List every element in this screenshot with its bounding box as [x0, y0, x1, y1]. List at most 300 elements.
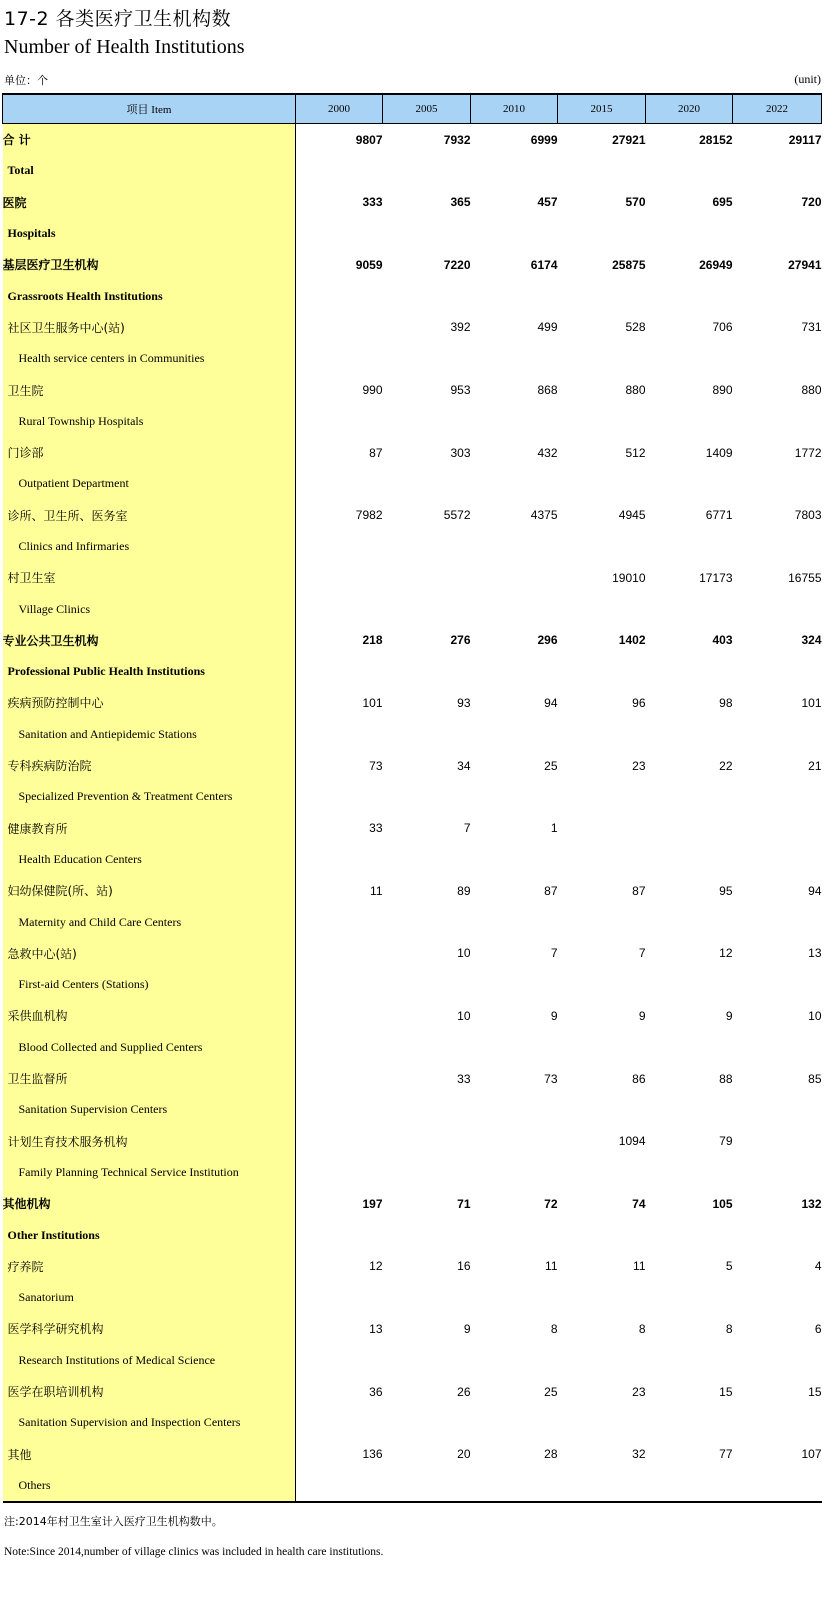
empty-cell — [296, 1345, 383, 1376]
empty-cell — [296, 781, 383, 812]
row-label-cell — [3, 500, 296, 531]
empty-cell — [733, 280, 822, 311]
empty-cell — [296, 1094, 383, 1125]
row-label-chinese: 疗养院 — [7, 1259, 44, 1274]
row-label-cell — [3, 906, 296, 937]
value-cell: 197 — [362, 1196, 383, 1211]
empty-cell — [383, 719, 471, 750]
table-row — [3, 1313, 822, 1344]
value-cell: 7932 — [443, 132, 471, 147]
value-cell: 570 — [625, 195, 646, 210]
empty-cell — [733, 406, 822, 437]
empty-cell — [558, 719, 646, 750]
value-cell: 324 — [801, 633, 822, 648]
value-cell: 706 — [712, 320, 733, 335]
value-cell: 79 — [719, 1134, 733, 1149]
empty-cell — [646, 1282, 733, 1313]
value-cell: 94 — [544, 695, 558, 710]
empty-cell — [296, 468, 383, 499]
value-cell: 218 — [362, 633, 383, 648]
empty-cell — [383, 468, 471, 499]
empty-cell — [733, 218, 822, 249]
table-row-english — [3, 468, 822, 499]
row-label-english: Family Planning Technical Service Institution — [18, 1164, 239, 1179]
table-row — [3, 374, 822, 405]
table-row — [3, 938, 822, 969]
table-row-english — [3, 656, 822, 687]
table-row — [3, 562, 822, 593]
empty-cell — [383, 969, 471, 1000]
empty-cell — [646, 1157, 733, 1188]
empty-cell — [296, 343, 383, 374]
row-label-cell — [3, 1251, 296, 1282]
table-row-english — [3, 1407, 822, 1438]
value-cell — [296, 312, 383, 343]
row-label-cell — [3, 687, 296, 718]
empty-cell — [296, 593, 383, 624]
value-cell — [733, 1126, 822, 1157]
value-cell: 392 — [450, 320, 471, 335]
empty-cell — [383, 343, 471, 374]
empty-cell — [646, 468, 733, 499]
row-label-chinese: 医院 — [2, 195, 27, 210]
value-cell: 94 — [808, 883, 822, 898]
row-label-cell — [3, 625, 296, 656]
value-cell: 9 — [550, 1008, 558, 1023]
row-label-chinese: 门诊部 — [7, 446, 44, 461]
row-label-chinese: 诊所、卫生所、医务室 — [7, 508, 128, 523]
value-cell — [296, 938, 383, 969]
value-cell — [296, 562, 383, 593]
row-label-english: Sanitation Supervision and Inspection Centers — [18, 1415, 241, 1430]
table-row-english — [3, 593, 822, 624]
table-row — [3, 1376, 822, 1407]
empty-cell — [383, 1157, 471, 1188]
value-cell: 26 — [457, 1384, 471, 1399]
value-cell: 5572 — [443, 508, 471, 523]
empty-cell — [646, 656, 733, 687]
empty-cell — [383, 280, 471, 311]
row-label-cell — [3, 1282, 296, 1313]
header-year: 2015 — [558, 94, 646, 124]
row-label-english: Professional Public Health Institutions — [7, 664, 205, 679]
header-year: 2005 — [383, 94, 471, 124]
header-item: 项目 Item — [3, 94, 296, 124]
empty-cell — [733, 844, 822, 875]
row-label-cell — [3, 1157, 296, 1188]
value-cell: 17173 — [699, 570, 733, 585]
value-cell: 11 — [370, 883, 383, 898]
empty-cell — [383, 781, 471, 812]
empty-cell — [471, 406, 558, 437]
row-label-cell — [3, 562, 296, 593]
table-row-english — [3, 406, 822, 437]
value-cell: 1 — [550, 821, 558, 836]
table-row — [3, 437, 822, 468]
empty-cell — [471, 468, 558, 499]
value-cell: 990 — [362, 383, 383, 398]
empty-cell — [383, 218, 471, 249]
value-cell: 89 — [457, 883, 471, 898]
row-label-cell — [3, 813, 296, 844]
table-row — [3, 1000, 822, 1031]
table-row — [3, 813, 822, 844]
value-cell: 25 — [544, 758, 558, 773]
value-cell: 15 — [808, 1384, 822, 1399]
row-label-english: Other Institutions — [7, 1227, 100, 1242]
value-cell — [733, 813, 822, 844]
header-year: 2000 — [296, 94, 383, 124]
empty-cell — [471, 531, 558, 562]
value-cell: 1772 — [794, 445, 822, 460]
unit-label-english: (unit) — [794, 72, 821, 86]
empty-cell — [646, 218, 733, 249]
value-cell: 333 — [362, 195, 383, 210]
empty-cell — [558, 969, 646, 1000]
empty-cell — [383, 406, 471, 437]
empty-cell — [558, 1282, 646, 1313]
row-label-cell — [3, 656, 296, 687]
empty-cell — [733, 1282, 822, 1313]
value-cell: 8 — [638, 1321, 646, 1336]
empty-cell — [646, 155, 733, 186]
empty-cell — [558, 1032, 646, 1063]
header-year: 2020 — [646, 94, 733, 124]
table-row-english — [3, 1157, 822, 1188]
empty-cell — [733, 781, 822, 812]
row-label-cell — [3, 437, 296, 468]
value-cell: 403 — [712, 633, 733, 648]
row-label-chinese: 基层医疗卫生机构 — [2, 258, 99, 273]
value-cell: 86 — [632, 1071, 646, 1086]
row-label-chinese: 疾病预防控制中心 — [7, 696, 104, 711]
empty-cell — [733, 1032, 822, 1063]
value-cell: 73 — [544, 1071, 558, 1086]
empty-cell — [646, 844, 733, 875]
row-label-chinese: 专科疾病防治院 — [7, 759, 92, 774]
row-label-cell — [3, 938, 296, 969]
value-cell: 7 — [638, 946, 646, 961]
empty-cell — [646, 531, 733, 562]
footnote-english: Note:Since 2014,number of village clinics was included in health care institutions. — [4, 1546, 384, 1558]
row-label-english: Village Clinics — [18, 601, 91, 616]
value-cell: 880 — [801, 383, 822, 398]
empty-cell — [558, 531, 646, 562]
table-row — [3, 1188, 822, 1219]
empty-cell — [558, 1470, 646, 1502]
empty-cell — [733, 969, 822, 1000]
table-row-english — [3, 1470, 822, 1502]
table-row-english — [3, 218, 822, 249]
value-cell: 32 — [632, 1447, 646, 1462]
empty-cell — [646, 1470, 733, 1502]
empty-cell — [296, 218, 383, 249]
row-label-cell — [3, 1126, 296, 1157]
table-row — [3, 687, 822, 718]
empty-cell — [558, 906, 646, 937]
empty-cell — [646, 1219, 733, 1250]
empty-cell — [296, 1282, 383, 1313]
row-label-english: Sanitation Supervision Centers — [18, 1102, 168, 1117]
empty-cell — [471, 1345, 558, 1376]
page-title-english: Number of Health Institutions — [4, 36, 245, 58]
row-label-cell — [3, 312, 296, 343]
value-cell: 7982 — [355, 508, 383, 523]
empty-cell — [733, 906, 822, 937]
empty-cell — [733, 1407, 822, 1438]
value-cell: 71 — [457, 1196, 471, 1211]
row-label-cell — [3, 124, 296, 156]
value-cell: 365 — [450, 195, 471, 210]
empty-cell — [646, 280, 733, 311]
value-cell: 9 — [638, 1008, 646, 1023]
empty-cell — [471, 844, 558, 875]
empty-cell — [296, 969, 383, 1000]
row-label-chinese: 合 计 — [2, 133, 31, 148]
row-label-chinese: 卫生院 — [7, 383, 44, 398]
empty-cell — [296, 155, 383, 186]
row-label-english: Clinics and Infirmaries — [18, 539, 130, 553]
row-label-cell — [3, 1094, 296, 1125]
table-row — [3, 1251, 822, 1282]
table-row-english — [3, 343, 822, 374]
row-label-cell — [3, 187, 296, 218]
value-cell: 15 — [719, 1384, 733, 1399]
empty-cell — [471, 1282, 558, 1313]
row-label-cell — [3, 1188, 296, 1219]
value-cell: 13 — [808, 946, 822, 961]
value-cell: 1094 — [618, 1134, 646, 1149]
empty-cell — [646, 781, 733, 812]
empty-cell — [471, 280, 558, 311]
table-row — [3, 625, 822, 656]
value-cell: 7803 — [794, 508, 822, 523]
empty-cell — [471, 343, 558, 374]
empty-cell — [733, 531, 822, 562]
empty-cell — [733, 1345, 822, 1376]
row-label-cell — [3, 1032, 296, 1063]
health-institutions-table — [2, 93, 822, 1503]
value-cell: 28152 — [699, 132, 733, 147]
row-label-chinese: 村卫生室 — [7, 571, 56, 586]
empty-cell — [471, 1157, 558, 1188]
row-label-cell — [3, 1063, 296, 1094]
empty-cell — [558, 1094, 646, 1125]
value-cell: 33 — [369, 821, 383, 836]
empty-cell — [733, 155, 822, 186]
empty-cell — [646, 406, 733, 437]
value-cell — [471, 1126, 558, 1157]
row-label-english: Total — [7, 163, 34, 178]
row-label-english: Rural Township Hospitals — [18, 413, 144, 428]
empty-cell — [471, 969, 558, 1000]
empty-cell — [471, 1407, 558, 1438]
value-cell: 695 — [712, 195, 733, 210]
value-cell — [383, 562, 471, 593]
header-year: 2010 — [471, 94, 558, 124]
row-label-english: Research Institutions of Medical Science — [18, 1352, 216, 1367]
value-cell: 34 — [457, 758, 471, 773]
row-label-english: First-aid Centers (Stations) — [18, 977, 149, 992]
table-row — [3, 1126, 822, 1157]
value-cell: 296 — [537, 633, 558, 648]
row-label-cell — [3, 406, 296, 437]
value-cell: 8 — [725, 1321, 733, 1336]
empty-cell — [733, 1157, 822, 1188]
row-label-english: Sanatorium — [18, 1290, 74, 1305]
empty-cell — [296, 531, 383, 562]
empty-cell — [471, 656, 558, 687]
row-label-english: Health Education Centers — [18, 851, 142, 866]
value-cell: 25 — [544, 1384, 558, 1399]
value-cell — [296, 1000, 383, 1031]
row-label-cell — [3, 750, 296, 781]
value-cell — [296, 1063, 383, 1094]
empty-cell — [733, 719, 822, 750]
empty-cell — [383, 1470, 471, 1502]
table-row-english — [3, 781, 822, 812]
value-cell: 77 — [719, 1447, 733, 1462]
value-cell: 72 — [544, 1196, 558, 1211]
row-label-cell — [3, 280, 296, 311]
value-cell: 953 — [450, 383, 471, 398]
row-label-english: Sanitation and Antiepidemic Stations — [18, 726, 197, 741]
page-title-chinese: 17-2 各类医疗卫生机构数 — [4, 8, 232, 30]
value-cell: 457 — [537, 195, 558, 210]
value-cell: 20 — [457, 1447, 471, 1462]
value-cell: 101 — [362, 695, 383, 710]
empty-cell — [383, 1345, 471, 1376]
value-cell: 1409 — [705, 445, 733, 460]
row-label-english: Health service centers in Communities — [18, 351, 205, 366]
empty-cell — [296, 844, 383, 875]
empty-cell — [296, 1219, 383, 1250]
row-label-chinese: 其他机构 — [2, 1197, 51, 1212]
table-row-english — [3, 1032, 822, 1063]
footnote-chinese: 注:2014年村卫生室计入医疗卫生机构数中。 — [4, 1515, 223, 1528]
value-cell: 6771 — [705, 508, 733, 523]
value-cell: 6 — [814, 1321, 822, 1336]
value-cell: 890 — [712, 383, 733, 398]
value-cell: 16 — [457, 1259, 471, 1274]
row-label-chinese: 医学科学研究机构 — [7, 1322, 104, 1337]
value-cell — [471, 562, 558, 593]
empty-cell — [383, 531, 471, 562]
value-cell: 25875 — [612, 257, 646, 272]
empty-cell — [383, 1282, 471, 1313]
empty-cell — [733, 343, 822, 374]
row-label-english: Others — [18, 1477, 51, 1492]
value-cell: 29117 — [788, 132, 822, 147]
empty-cell — [471, 1219, 558, 1250]
value-cell: 10 — [457, 946, 471, 961]
table-row — [3, 187, 822, 218]
table-row-english — [3, 280, 822, 311]
value-cell: 98 — [719, 695, 733, 710]
row-label-cell — [3, 719, 296, 750]
empty-cell — [558, 1345, 646, 1376]
value-cell: 96 — [632, 695, 646, 710]
empty-cell — [296, 906, 383, 937]
value-cell: 303 — [450, 445, 471, 460]
table-row — [3, 312, 822, 343]
value-cell: 6174 — [530, 257, 558, 272]
empty-cell — [733, 468, 822, 499]
value-cell — [558, 813, 646, 844]
value-cell: 7 — [463, 821, 471, 836]
empty-cell — [558, 218, 646, 249]
header-year: 2022 — [733, 94, 822, 124]
empty-cell — [733, 1219, 822, 1250]
empty-cell — [383, 1407, 471, 1438]
value-cell: 107 — [801, 1447, 822, 1462]
empty-cell — [383, 1032, 471, 1063]
row-label-english: Outpatient Department — [18, 476, 129, 491]
value-cell: 33 — [457, 1071, 471, 1086]
empty-cell — [296, 280, 383, 311]
value-cell: 87 — [369, 445, 383, 460]
empty-cell — [471, 1470, 558, 1502]
empty-cell — [296, 719, 383, 750]
empty-cell — [296, 406, 383, 437]
empty-cell — [383, 906, 471, 937]
empty-cell — [383, 1219, 471, 1250]
value-cell: 432 — [537, 445, 558, 460]
empty-cell — [296, 1407, 383, 1438]
empty-cell — [558, 1219, 646, 1250]
row-label-english: Specialized Prevention & Treatment Centers — [18, 789, 233, 804]
empty-cell — [471, 218, 558, 249]
empty-cell — [383, 155, 471, 186]
table-row-english — [3, 1345, 822, 1376]
empty-cell — [471, 906, 558, 937]
value-cell: 10 — [457, 1008, 471, 1023]
value-cell: 87 — [544, 883, 558, 898]
table-row — [3, 249, 822, 280]
row-label-chinese: 专业公共卫生机构 — [2, 633, 99, 648]
row-label-chinese: 急救中心(站) — [7, 946, 77, 961]
empty-cell — [646, 593, 733, 624]
value-cell — [646, 813, 733, 844]
empty-cell — [646, 1407, 733, 1438]
row-label-cell — [3, 781, 296, 812]
value-cell: 27921 — [612, 132, 646, 147]
value-cell: 95 — [719, 883, 733, 898]
value-cell: 7220 — [443, 257, 471, 272]
row-label-cell — [3, 218, 296, 249]
value-cell: 101 — [801, 695, 822, 710]
table-row-english — [3, 844, 822, 875]
row-label-cell — [3, 969, 296, 1000]
row-label-cell — [3, 875, 296, 906]
value-cell: 11 — [545, 1259, 558, 1274]
value-cell: 9059 — [355, 257, 383, 272]
table-row — [3, 1063, 822, 1094]
value-cell: 19010 — [612, 570, 646, 585]
empty-cell — [471, 719, 558, 750]
value-cell: 868 — [537, 383, 558, 398]
table-row — [3, 875, 822, 906]
row-label-chinese: 社区卫生服务中心(站) — [7, 320, 125, 335]
empty-cell — [558, 343, 646, 374]
row-label-chinese: 卫生监督所 — [7, 1072, 68, 1087]
value-cell: 26949 — [699, 257, 733, 272]
row-label-cell — [3, 593, 296, 624]
value-cell: 4375 — [530, 508, 558, 523]
value-cell: 12 — [719, 946, 733, 961]
empty-cell — [383, 656, 471, 687]
value-cell: 22 — [719, 758, 733, 773]
